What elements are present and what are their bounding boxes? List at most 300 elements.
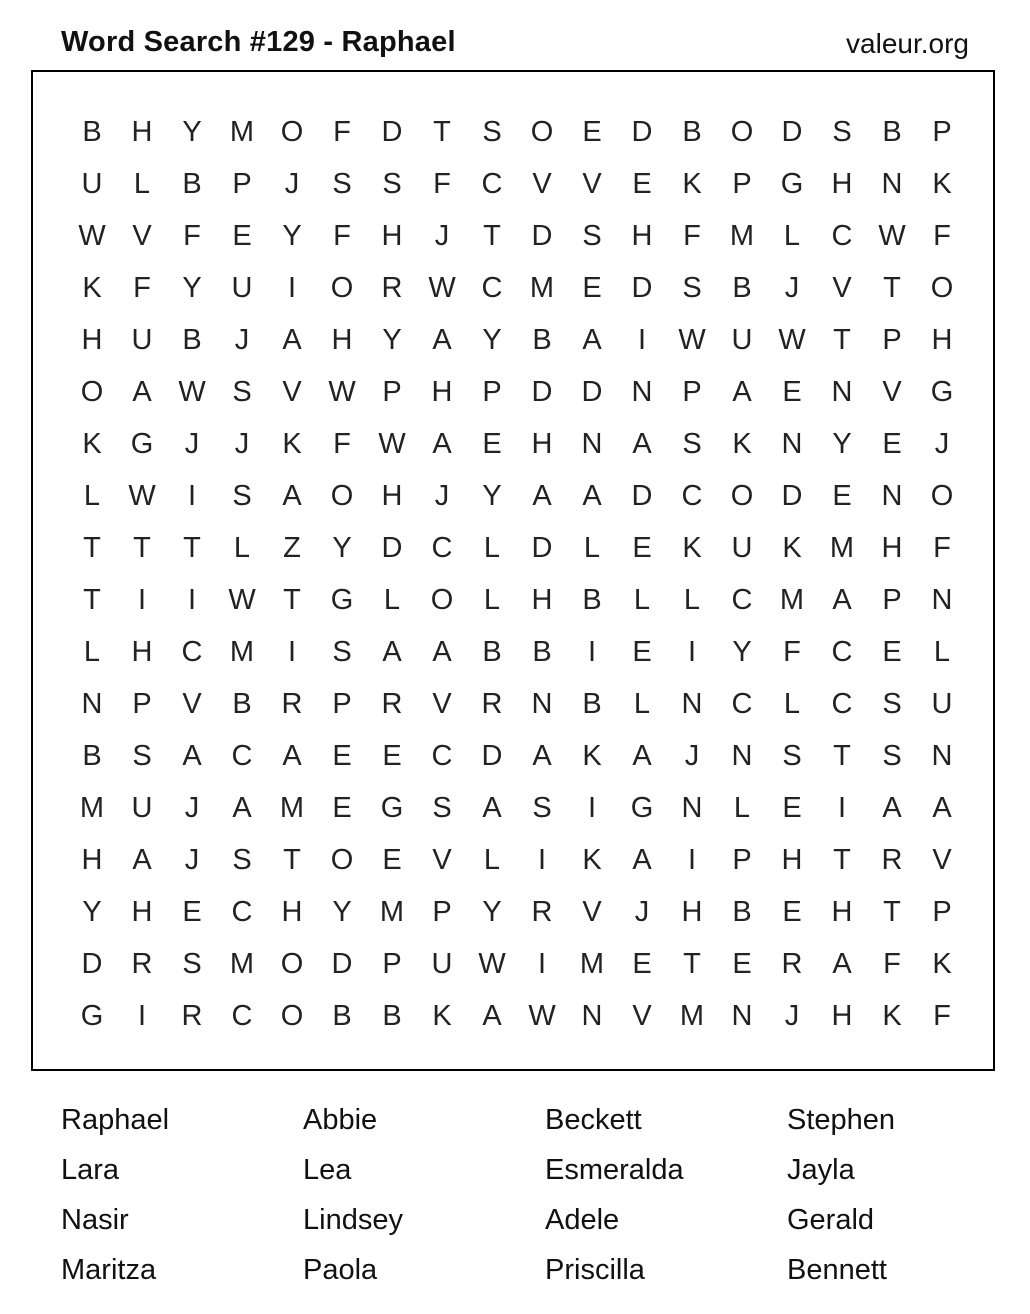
grid-letter: H <box>381 219 403 252</box>
word-list-item: Raphael <box>61 1104 170 1136</box>
grid-letter: S <box>332 167 352 200</box>
grid-letter: L <box>83 635 101 668</box>
grid-letter: C <box>731 583 753 616</box>
grid-letter: O <box>330 479 354 512</box>
grid-letter: K <box>932 167 952 200</box>
grid-letter: J <box>634 895 650 928</box>
grid-letter: D <box>531 219 553 252</box>
word-list-item: Priscilla <box>545 1254 645 1286</box>
grid-letter: Y <box>282 219 302 252</box>
grid-letter: C <box>681 479 703 512</box>
grid-letter: S <box>332 635 352 668</box>
grid-letter: M <box>579 947 605 980</box>
grid-letter: J <box>234 323 250 356</box>
grid-letter: H <box>781 843 803 876</box>
grid-letter: U <box>81 167 103 200</box>
grid-letter: L <box>483 531 501 564</box>
grid-letter: W <box>78 219 106 252</box>
grid-letter: C <box>231 895 253 928</box>
grid-letter: P <box>882 583 902 616</box>
grid-letter: N <box>881 167 903 200</box>
word-list-item: Adele <box>545 1204 620 1236</box>
grid-letter: F <box>333 219 351 252</box>
grid-letter: U <box>131 791 153 824</box>
grid-letter: I <box>287 271 297 304</box>
grid-letter: O <box>430 583 454 616</box>
grid-letter: S <box>582 219 602 252</box>
grid-letter: E <box>632 167 652 200</box>
grid-letter: J <box>934 427 950 460</box>
grid-letter: C <box>431 739 453 772</box>
grid-letter: D <box>631 115 653 148</box>
grid-letter: M <box>529 271 555 304</box>
grid-letter: W <box>178 375 206 408</box>
grid-letter: L <box>483 843 501 876</box>
grid-letter: Y <box>482 323 502 356</box>
grid-letter: L <box>633 583 651 616</box>
grid-letter: A <box>282 479 302 512</box>
grid-letter: S <box>782 739 802 772</box>
grid-letter: R <box>131 947 153 980</box>
grid-letter: R <box>881 843 903 876</box>
grid-letter: M <box>229 635 255 668</box>
grid-letter: V <box>882 375 902 408</box>
grid-letter: R <box>531 895 553 928</box>
grid-letter: D <box>531 375 553 408</box>
grid-letter: A <box>482 999 502 1032</box>
grid-letter: V <box>432 687 452 720</box>
grid-letter: N <box>831 375 853 408</box>
grid-letter: G <box>630 791 654 824</box>
grid-letter: K <box>732 427 752 460</box>
word-list-item: Abbie <box>303 1104 378 1136</box>
grid-letter: R <box>381 687 403 720</box>
grid-letter: D <box>781 479 803 512</box>
grid-letter: M <box>379 895 405 928</box>
grid-letter: A <box>482 791 502 824</box>
grid-letter: V <box>182 687 202 720</box>
grid-letter: G <box>930 375 954 408</box>
grid-letter: Y <box>332 531 352 564</box>
grid-letter: C <box>831 687 853 720</box>
grid-letter: F <box>433 167 451 200</box>
grid-letter: K <box>582 843 602 876</box>
grid-letter: S <box>832 115 852 148</box>
grid-letter: A <box>832 947 852 980</box>
grid-letter: P <box>382 947 402 980</box>
grid-letter: K <box>882 999 902 1032</box>
grid-letter: I <box>537 947 547 980</box>
word-list-item: Stephen <box>787 1104 896 1136</box>
grid-letter: I <box>587 635 597 668</box>
grid-letter: R <box>281 687 303 720</box>
grid-letter: E <box>782 791 802 824</box>
grid-letter: O <box>280 947 304 980</box>
grid-letter: L <box>633 687 651 720</box>
grid-letter: B <box>732 895 752 928</box>
grid-letter: B <box>182 167 202 200</box>
grid-letter: C <box>231 999 253 1032</box>
grid-letter: A <box>132 843 152 876</box>
word-list-item: Maritza <box>61 1254 157 1286</box>
grid-letter: M <box>729 219 755 252</box>
grid-letter: W <box>678 323 706 356</box>
grid-letter: S <box>682 427 702 460</box>
grid-letter: L <box>583 531 601 564</box>
grid-letter: H <box>381 479 403 512</box>
grid-letter: T <box>83 531 101 564</box>
grid-letter: C <box>231 739 253 772</box>
grid-letter: F <box>333 115 351 148</box>
grid-letter: B <box>682 115 702 148</box>
grid-letter: J <box>184 791 200 824</box>
grid-letter: O <box>330 271 354 304</box>
grid-letter: A <box>282 323 302 356</box>
grid-letter: E <box>882 635 902 668</box>
grid-letter: S <box>182 947 202 980</box>
grid-letter: N <box>681 791 703 824</box>
grid-letter: S <box>232 479 252 512</box>
page-header <box>61 26 969 70</box>
puzzle-title: Word Search #129 - Raphael <box>61 26 456 58</box>
grid-letter: F <box>933 999 951 1032</box>
grid-letter: H <box>831 167 853 200</box>
grid-letter: T <box>83 583 101 616</box>
grid-letter: P <box>482 375 502 408</box>
grid-letter: Y <box>332 895 352 928</box>
grid-letter: D <box>531 531 553 564</box>
grid-letter: N <box>581 999 603 1032</box>
word-list <box>61 1098 1029 1298</box>
grid-letter: S <box>232 375 252 408</box>
grid-letter: A <box>232 791 252 824</box>
grid-letter: P <box>732 843 752 876</box>
grid-letter: E <box>332 791 352 824</box>
grid-letter: K <box>682 531 702 564</box>
grid-letter: A <box>182 739 202 772</box>
site-name: valeur.org <box>846 28 969 59</box>
grid-letter: H <box>531 583 553 616</box>
grid-letter: L <box>683 583 701 616</box>
grid-letter: D <box>381 115 403 148</box>
grid-letter: T <box>883 895 901 928</box>
grid-letter: R <box>381 271 403 304</box>
grid-letter: B <box>232 687 252 720</box>
grid-letter: W <box>878 219 906 252</box>
grid-letter: N <box>931 583 953 616</box>
grid-letter: E <box>332 739 352 772</box>
grid-letter: A <box>732 375 752 408</box>
grid-letter: I <box>187 583 197 616</box>
grid-letter: K <box>82 271 102 304</box>
grid-letter: S <box>232 843 252 876</box>
grid-letter: E <box>882 427 902 460</box>
grid-letter: D <box>331 947 353 980</box>
grid-letter: W <box>378 427 406 460</box>
grid-letter: E <box>582 271 602 304</box>
grid-letter: B <box>332 999 352 1032</box>
grid-letter: J <box>784 999 800 1032</box>
grid-letter: P <box>932 115 952 148</box>
grid-letter: U <box>231 271 253 304</box>
grid-letter: I <box>837 791 847 824</box>
grid-letter: L <box>933 635 951 668</box>
grid-letter: H <box>131 115 153 148</box>
grid-letter: E <box>232 219 252 252</box>
grid-letter: B <box>582 583 602 616</box>
grid-letter: I <box>637 323 647 356</box>
grid-letter: W <box>478 947 506 980</box>
grid-letter: U <box>931 687 953 720</box>
grid-letter: H <box>281 895 303 928</box>
grid-letter: O <box>930 271 954 304</box>
grid-letter: H <box>131 635 153 668</box>
grid-letter: W <box>428 271 456 304</box>
grid-letter: J <box>184 427 200 460</box>
grid-letter: C <box>431 531 453 564</box>
grid-letter: U <box>431 947 453 980</box>
word-list-item: Bennett <box>787 1254 887 1286</box>
grid-letter: K <box>282 427 302 460</box>
grid-letter: D <box>581 375 603 408</box>
grid-letter: R <box>181 999 203 1032</box>
grid-letter: T <box>833 843 851 876</box>
grid-letter: P <box>432 895 452 928</box>
grid-letter: H <box>831 999 853 1032</box>
grid-letter: V <box>632 999 652 1032</box>
grid-letter: V <box>932 843 952 876</box>
grid-letter: M <box>279 791 305 824</box>
grid-letter: S <box>382 167 402 200</box>
grid-letter: C <box>831 635 853 668</box>
grid-letter: B <box>482 635 502 668</box>
word-list-item: Nasir <box>61 1204 129 1236</box>
grid-letter: N <box>731 999 753 1032</box>
grid-letter: C <box>831 219 853 252</box>
grid-letter: W <box>528 999 556 1032</box>
grid-letter: E <box>782 375 802 408</box>
grid-letter: B <box>582 687 602 720</box>
grid-letter: M <box>779 583 805 616</box>
grid-letter: G <box>80 999 104 1032</box>
grid-letter: A <box>582 323 602 356</box>
grid-letter: C <box>731 687 753 720</box>
grid-letter: M <box>679 999 705 1032</box>
grid-letter: V <box>832 271 852 304</box>
grid-letter: I <box>137 999 147 1032</box>
grid-letter: K <box>932 947 952 980</box>
grid-letter: H <box>81 843 103 876</box>
grid-letter: C <box>481 271 503 304</box>
grid-letter: D <box>781 115 803 148</box>
grid-letter: N <box>931 739 953 772</box>
grid-letter: J <box>434 219 450 252</box>
grid-letter: D <box>481 739 503 772</box>
grid-letter: V <box>582 895 602 928</box>
grid-letter: E <box>382 739 402 772</box>
grid-letter: Y <box>832 427 852 460</box>
grid-letter: Y <box>482 895 502 928</box>
grid-letter: B <box>732 271 752 304</box>
word-list-item: Lindsey <box>303 1204 403 1236</box>
grid-letter: U <box>731 531 753 564</box>
grid-letter: L <box>383 583 401 616</box>
grid-letter: A <box>432 635 452 668</box>
grid-letter: G <box>780 167 804 200</box>
grid-letter: P <box>732 167 752 200</box>
grid-letter: F <box>133 271 151 304</box>
grid-letter: B <box>382 999 402 1032</box>
grid-letter: Y <box>182 115 202 148</box>
grid-letter: D <box>81 947 103 980</box>
grid-letter: A <box>132 375 152 408</box>
grid-letter: J <box>684 739 700 772</box>
grid-letter: J <box>234 427 250 460</box>
grid-letter: Y <box>182 271 202 304</box>
grid-letter: T <box>133 531 151 564</box>
grid-letter: I <box>187 479 197 512</box>
grid-letter: Y <box>382 323 402 356</box>
grid-letter: E <box>632 947 652 980</box>
grid-letter: E <box>632 635 652 668</box>
grid-letter: L <box>83 479 101 512</box>
grid-letter: F <box>333 427 351 460</box>
grid-letter: K <box>682 167 702 200</box>
grid-letter: B <box>532 323 552 356</box>
grid-letter: V <box>432 843 452 876</box>
grid-letter: T <box>683 947 701 980</box>
grid-letter: G <box>130 427 154 460</box>
grid-letter: F <box>933 531 951 564</box>
grid-letter: M <box>79 791 105 824</box>
grid-letter: E <box>482 427 502 460</box>
grid-letter: W <box>228 583 256 616</box>
grid-letter: L <box>783 219 801 252</box>
grid-letter: W <box>128 479 156 512</box>
grid-letter: I <box>537 843 547 876</box>
grid-letter: S <box>682 271 702 304</box>
grid-letter: I <box>687 635 697 668</box>
grid-letter: O <box>280 115 304 148</box>
grid-letter: K <box>782 531 802 564</box>
grid-letter: Z <box>283 531 301 564</box>
word-list-item: Gerald <box>787 1204 875 1236</box>
grid-letter: J <box>434 479 450 512</box>
grid-letter: H <box>531 427 553 460</box>
grid-letter: C <box>481 167 503 200</box>
grid-letter: A <box>532 739 552 772</box>
grid-letter: S <box>882 687 902 720</box>
grid-letter: M <box>229 115 255 148</box>
grid-letter: F <box>933 219 951 252</box>
grid-letter: H <box>931 323 953 356</box>
grid-letter: E <box>382 843 402 876</box>
grid-letter: P <box>232 167 252 200</box>
grid-letter: M <box>829 531 855 564</box>
grid-letter: T <box>833 739 851 772</box>
grid-letter: M <box>229 947 255 980</box>
grid-letter: P <box>382 375 402 408</box>
grid-letter: F <box>683 219 701 252</box>
word-list-item: Esmeralda <box>545 1154 684 1186</box>
grid-letter: L <box>733 791 751 824</box>
grid-letter: H <box>81 323 103 356</box>
grid-letter: Y <box>732 635 752 668</box>
grid-letter: P <box>682 375 702 408</box>
grid-letter: T <box>483 219 501 252</box>
grid-letter: D <box>631 479 653 512</box>
grid-letter: S <box>432 791 452 824</box>
grid-letter: N <box>681 687 703 720</box>
grid-letter: N <box>81 687 103 720</box>
grid-letter: A <box>432 427 452 460</box>
grid-letter: N <box>581 427 603 460</box>
grid-letter: I <box>587 791 597 824</box>
letter-grid <box>67 106 967 1042</box>
grid-letter: N <box>731 739 753 772</box>
grid-letter: A <box>882 791 902 824</box>
grid-letter: R <box>481 687 503 720</box>
grid-letter: F <box>783 635 801 668</box>
word-list-item: Lara <box>61 1154 120 1186</box>
grid-letter: A <box>932 791 952 824</box>
grid-letter: N <box>781 427 803 460</box>
grid-letter: A <box>632 427 652 460</box>
grid-letter: A <box>632 739 652 772</box>
grid-letter: A <box>632 843 652 876</box>
grid-letter: O <box>930 479 954 512</box>
grid-letter: E <box>182 895 202 928</box>
grid-letter: K <box>582 739 602 772</box>
grid-letter: J <box>184 843 200 876</box>
grid-letter: H <box>831 895 853 928</box>
grid-letter: L <box>483 583 501 616</box>
grid-letter: O <box>280 999 304 1032</box>
grid-letter: B <box>532 635 552 668</box>
grid-letter: B <box>882 115 902 148</box>
grid-letter: K <box>82 427 102 460</box>
grid-letter: H <box>131 895 153 928</box>
grid-letter: S <box>482 115 502 148</box>
puzzle-board <box>31 70 995 1071</box>
grid-letter: H <box>431 375 453 408</box>
grid-letter: V <box>282 375 302 408</box>
grid-letter: T <box>283 583 301 616</box>
grid-letter: L <box>233 531 251 564</box>
grid-letter: S <box>132 739 152 772</box>
word-list-item: Paola <box>303 1254 378 1286</box>
grid-letter: P <box>332 687 352 720</box>
grid-letter: E <box>632 531 652 564</box>
grid-letter: T <box>883 271 901 304</box>
grid-letter: O <box>730 115 754 148</box>
grid-letter: D <box>381 531 403 564</box>
grid-letter: S <box>882 739 902 772</box>
grid-letter: H <box>681 895 703 928</box>
grid-letter: U <box>731 323 753 356</box>
grid-letter: A <box>432 323 452 356</box>
grid-letter: G <box>380 791 404 824</box>
grid-letter: H <box>331 323 353 356</box>
grid-letter: V <box>582 167 602 200</box>
grid-letter: G <box>330 583 354 616</box>
grid-letter: L <box>783 687 801 720</box>
grid-letter: W <box>778 323 806 356</box>
grid-letter: O <box>730 479 754 512</box>
grid-letter: U <box>131 323 153 356</box>
grid-letter: B <box>182 323 202 356</box>
grid-letter: I <box>287 635 297 668</box>
